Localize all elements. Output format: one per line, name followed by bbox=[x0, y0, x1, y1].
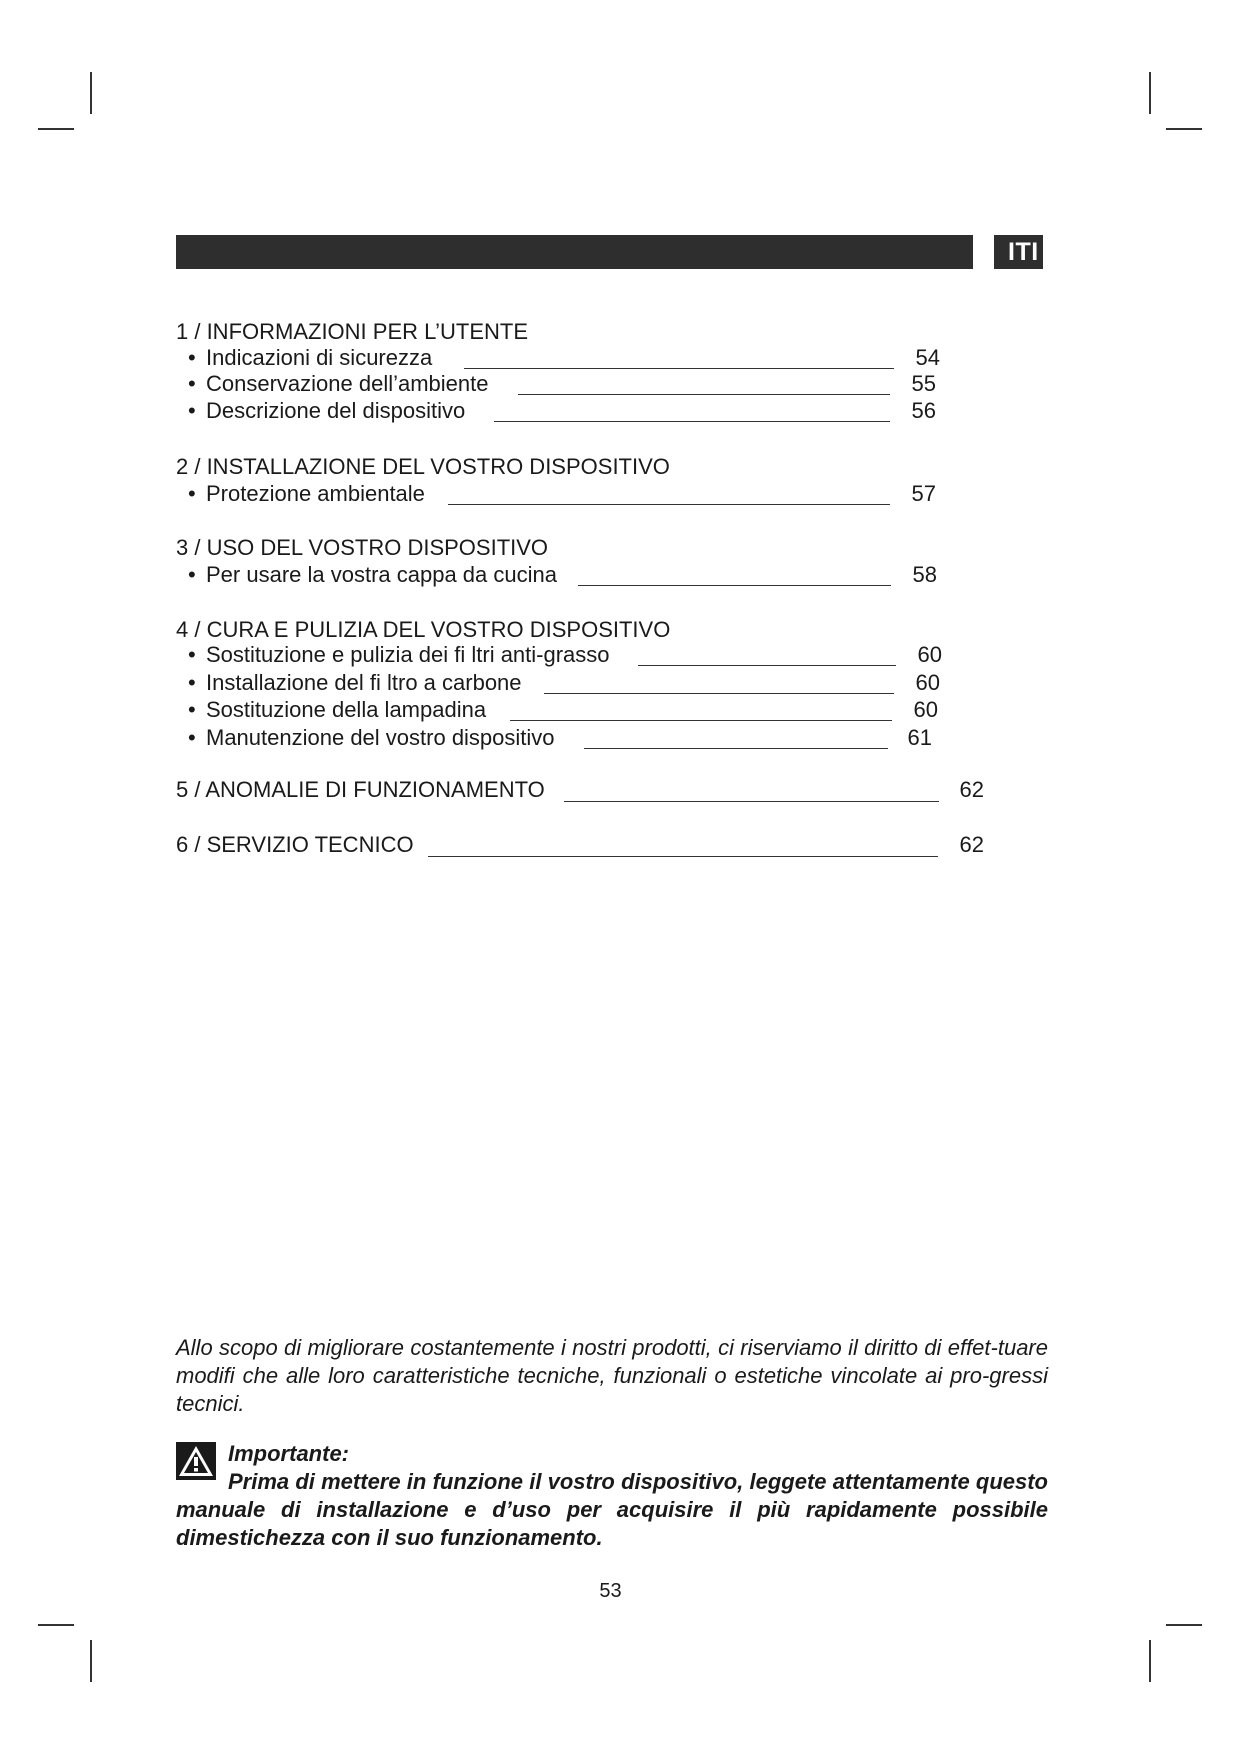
crop-mark bbox=[1166, 1624, 1202, 1626]
toc-section-title[interactable]: 5 / ANOMALIE DI FUNZIONAMENTO bbox=[176, 777, 545, 802]
important-title: Importante: bbox=[228, 1441, 349, 1466]
toc-item-label: Descrizione del dispositivo bbox=[206, 398, 466, 423]
leader-line bbox=[638, 665, 896, 666]
bullet: • bbox=[188, 371, 196, 396]
bullet: • bbox=[188, 697, 196, 722]
leader-line bbox=[494, 421, 890, 422]
toc-item[interactable] bbox=[188, 480, 425, 508]
toc-item[interactable] bbox=[188, 641, 610, 669]
toc-item[interactable] bbox=[188, 724, 555, 752]
toc-page-number: 54 bbox=[915, 345, 940, 370]
toc-item-label: Per usare la vostra cappa da cucina bbox=[206, 562, 557, 587]
toc-page-number: 60 bbox=[917, 642, 942, 667]
toc-item-label: Installazione del fi ltro a carbone bbox=[206, 670, 522, 695]
bullet: • bbox=[188, 345, 196, 370]
leader-line bbox=[518, 394, 890, 395]
toc-item[interactable] bbox=[188, 397, 465, 425]
leader-line bbox=[584, 748, 888, 749]
improvement-note: Allo scopo di migliorare costantemente i nostri prodotti, ci riserviamo il diritto di effet-tuare modifi che alle loro caratteristiche tecniche, funzionali o estetiche vincolate ai pro-gressi tecnici. bbox=[176, 1335, 1048, 1416]
toc-item-label: Sostituzione e pulizia dei fi ltri anti-grasso bbox=[206, 642, 610, 667]
toc-page-number: 58 bbox=[912, 562, 937, 587]
leader-line bbox=[564, 801, 939, 802]
leader-line bbox=[448, 504, 890, 505]
bullet: • bbox=[188, 398, 196, 423]
toc-item[interactable] bbox=[188, 669, 522, 697]
crop-mark bbox=[38, 1624, 74, 1626]
bullet: • bbox=[188, 562, 196, 587]
crop-mark bbox=[90, 1640, 92, 1682]
crop-mark bbox=[1149, 1640, 1151, 1682]
toc-page-number: 57 bbox=[911, 481, 936, 506]
page-number: 53 bbox=[599, 1580, 622, 1602]
toc-section-title[interactable]: 6 / SERVIZIO TECNICO bbox=[176, 832, 414, 857]
toc-section-title: 3 / USO DEL VOSTRO DISPOSITIVO bbox=[176, 535, 549, 560]
toc-page-number: 56 bbox=[911, 398, 936, 423]
toc-page-number: 60 bbox=[915, 670, 940, 695]
toc-section-title: 1 / INFORMAZIONI PER L’UTENTE bbox=[176, 319, 529, 344]
bullet: • bbox=[188, 725, 196, 750]
toc-item-label: Indicazioni di sicurezza bbox=[206, 345, 433, 370]
header-bar bbox=[176, 235, 973, 269]
toc-page-number: 62 bbox=[959, 832, 984, 857]
toc-page-number: 55 bbox=[911, 371, 936, 396]
toc-item-label: Protezione ambientale bbox=[206, 481, 425, 506]
leader-line bbox=[510, 720, 892, 721]
crop-mark bbox=[38, 128, 74, 130]
language-tab-label: ITI bbox=[1008, 238, 1039, 266]
language-tab bbox=[994, 235, 1043, 269]
toc-item-label: Sostituzione della lampadina bbox=[206, 697, 487, 722]
leader-line bbox=[428, 856, 938, 857]
toc-page-number: 60 bbox=[913, 697, 938, 722]
toc-item[interactable] bbox=[188, 561, 557, 589]
important-text: Prima di mettere in funzione il vostro dispositivo, leggete attentamente questo manuale di installazione e d’uso per acquisire il più rapidamente possibile dimestichezza con il suo funzionamento. bbox=[176, 1469, 1048, 1550]
toc-page-number: 61 bbox=[907, 725, 932, 750]
toc-item[interactable] bbox=[188, 696, 486, 724]
bullet: • bbox=[188, 481, 196, 506]
toc-item-label: Conservazione dell’ambiente bbox=[206, 371, 489, 396]
leader-line bbox=[544, 693, 894, 694]
toc-item-label: Manutenzione del vostro dispositivo bbox=[206, 725, 555, 750]
toc-item[interactable] bbox=[188, 370, 489, 398]
leader-line bbox=[464, 368, 894, 369]
bullet: • bbox=[188, 670, 196, 695]
crop-mark bbox=[1149, 72, 1151, 114]
toc-page-number: 62 bbox=[959, 777, 984, 802]
toc-item[interactable] bbox=[188, 344, 432, 372]
crop-mark bbox=[90, 72, 92, 114]
bullet: • bbox=[188, 642, 196, 667]
toc-section-title: 4 / CURA E PULIZIA DEL VOSTRO DISPOSITIVO bbox=[176, 617, 671, 642]
toc-section-title: 2 / INSTALLAZIONE DEL VOSTRO DISPOSITIVO bbox=[176, 454, 670, 479]
leader-line bbox=[578, 585, 891, 586]
crop-mark bbox=[1166, 128, 1202, 130]
